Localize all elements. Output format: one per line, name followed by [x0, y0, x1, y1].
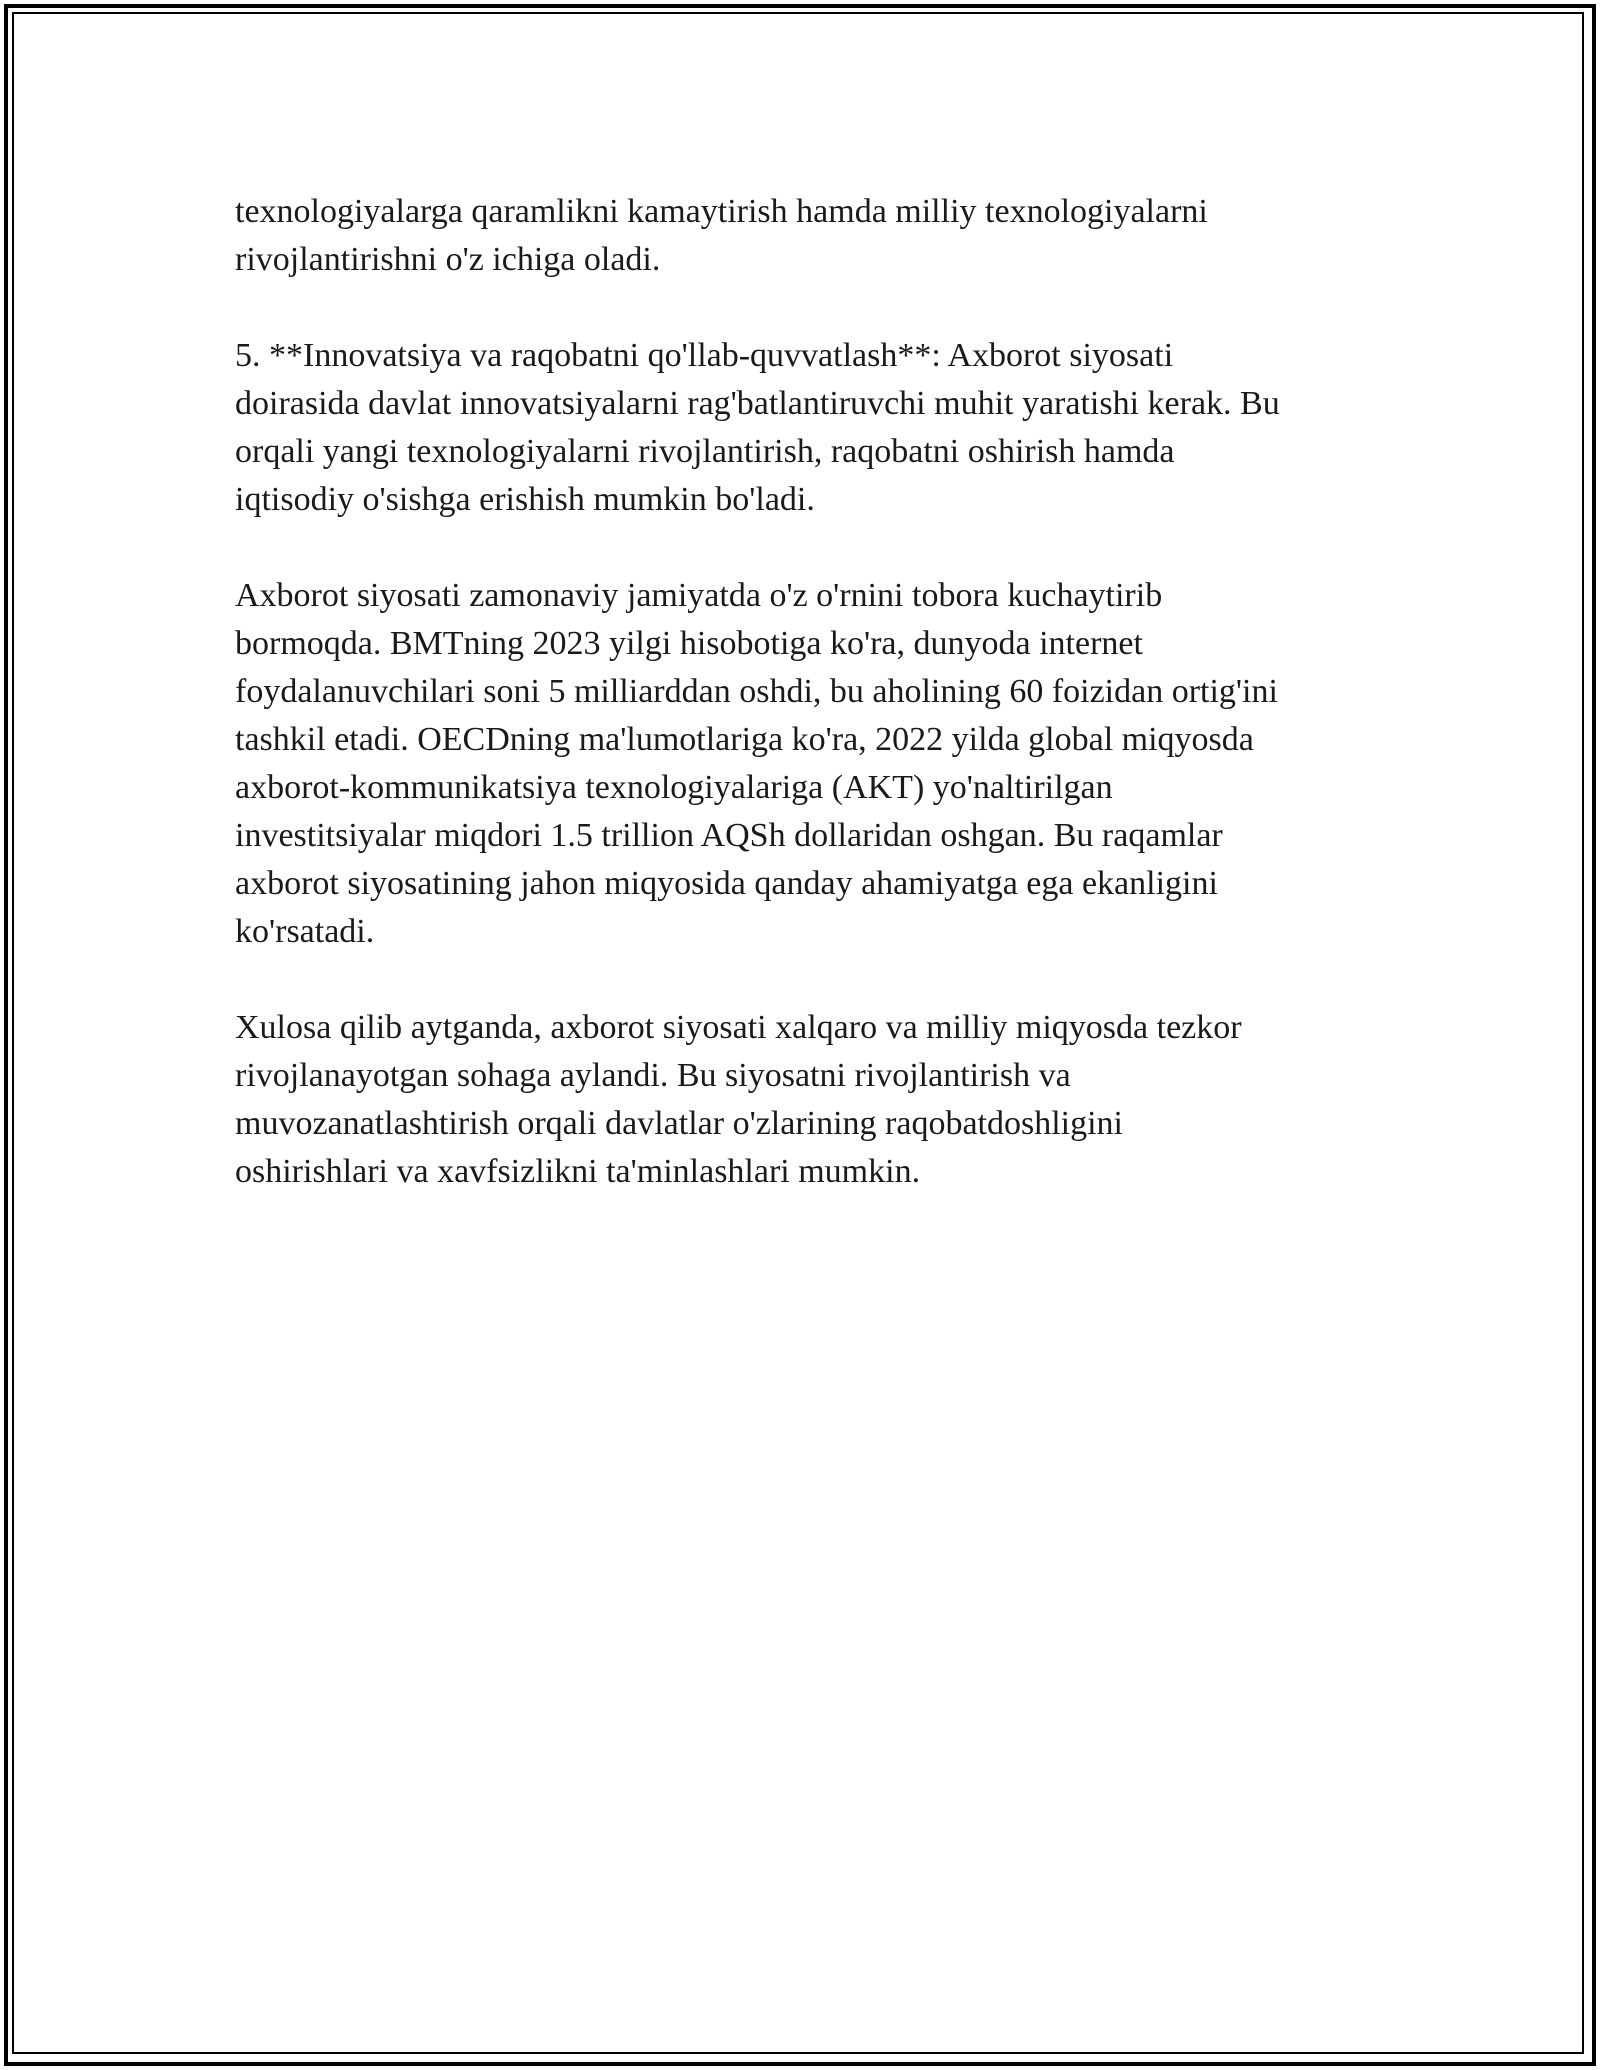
text-line: muvozanatlashtirish orqali davlatlar o'zlarining raqobatdoshligini [235, 1105, 1124, 1142]
text-line: rivojlanayotgan sohaga aylandi. Bu siyosatni rivojlantirish va [235, 1057, 1071, 1094]
text-line: ko'rsatadi. [235, 913, 375, 950]
text-line: 5. **Innovatsiya va raqobatni qo'llab-quvvatlash**: Axborot siyosati [235, 337, 1174, 374]
text-line: texnologiyalarga qaramlikni kamaytirish hamda milliy texnologiyalarni [235, 193, 1208, 230]
text-line: axborot-kommunikatsiya texnologiyalariga (AKT) yo'naltirilgan [235, 769, 1113, 806]
text-line: axborot siyosatining jahon miqyosida qanday ahamiyatga ega ekanligini [235, 865, 1218, 902]
paragraph-conclusion [235, 1004, 1375, 1196]
paragraph-statistics [235, 572, 1375, 956]
text-line: bormoqda. BMTning 2023 yilgi hisobotiga ko'ra, dunyoda internet [235, 625, 1143, 662]
text-line: Xulosa qilib aytganda, axborot siyosati xalqaro va milliy miqyosda tezkor [235, 1009, 1242, 1046]
text-line: iqtisodiy o'sishga erishish mumkin bo'ladi. [235, 481, 815, 518]
paragraph-item-5 [235, 332, 1375, 524]
paragraph-continuation [235, 188, 1375, 284]
text-line: rivojlantirishni o'z ichiga oladi. [235, 241, 661, 278]
text-line: doirasida davlat innovatsiyalarni rag'batlantiruvchi muhit yaratishi kerak. Bu [235, 385, 1280, 422]
text-line: tashkil etadi. OECDning ma'lumotlariga ko'ra, 2022 yilda global miqyosda [235, 721, 1254, 758]
text-line: investitsiyalar miqdori 1.5 trillion AQSh dollaridan oshgan. Bu raqamlar [235, 817, 1223, 854]
text-line: orqali yangi texnologiyalarni rivojlantirish, raqobatni oshirish hamda [235, 433, 1175, 470]
text-line: foydalanuvchilari soni 5 milliarddan oshdi, bu aholining 60 foizidan ortig'ini [235, 673, 1278, 710]
text-line: oshirishlari va xavfsizlikni ta'minlashlari mumkin. [235, 1153, 921, 1190]
document-body [235, 188, 1375, 1244]
text-line: Axborot siyosati zamonaviy jamiyatda o'z o'rnini tobora kuchaytirib [235, 577, 1163, 614]
